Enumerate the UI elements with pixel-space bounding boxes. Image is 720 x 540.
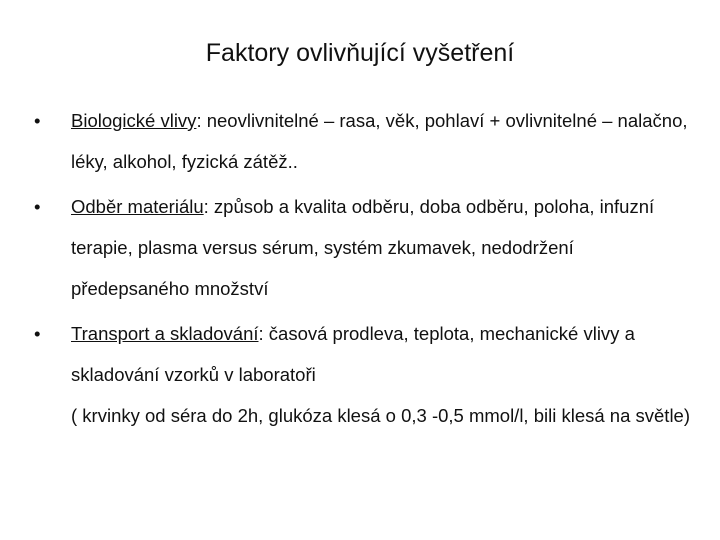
bullet-item-biological <box>34 100 694 182</box>
bullet-icon: • <box>34 110 41 131</box>
bullet-icon: • <box>34 323 41 344</box>
slide-title: Faktory ovlivňující vyšetření <box>205 39 515 67</box>
bullet-term: Odběr materiálu <box>71 196 204 217</box>
bullet-continuation: ( krvinky od séra do 2h, glukóza klesá o 0,3 -0,5 mmol/l, bili klesá na světle) <box>71 405 691 426</box>
bullet-text: : způsob a kvalita odběru, doba odběru, poloha, infuzní terapie, plasma versus sérum, systém zkumavek, nedodržení předepsaného množství <box>71 196 655 299</box>
bullet-item-sampling <box>34 186 694 309</box>
bullet-text: : neovlivnitelné – rasa, věk, pohlaví + ovlivnitelné – nalačno, léky, alkohol, fyzická zátěž.. <box>71 110 688 172</box>
bullet-term: Transport a skladování <box>71 323 259 344</box>
bullet-list <box>34 100 694 440</box>
bullet-text: : časová prodleva, teplota, mechanické vlivy a skladování vzorků v laboratoři <box>71 323 635 385</box>
bullet-icon: • <box>34 196 41 217</box>
bullet-item-transport <box>34 313 694 436</box>
bullet-term: Biologické vlivy <box>71 110 197 131</box>
